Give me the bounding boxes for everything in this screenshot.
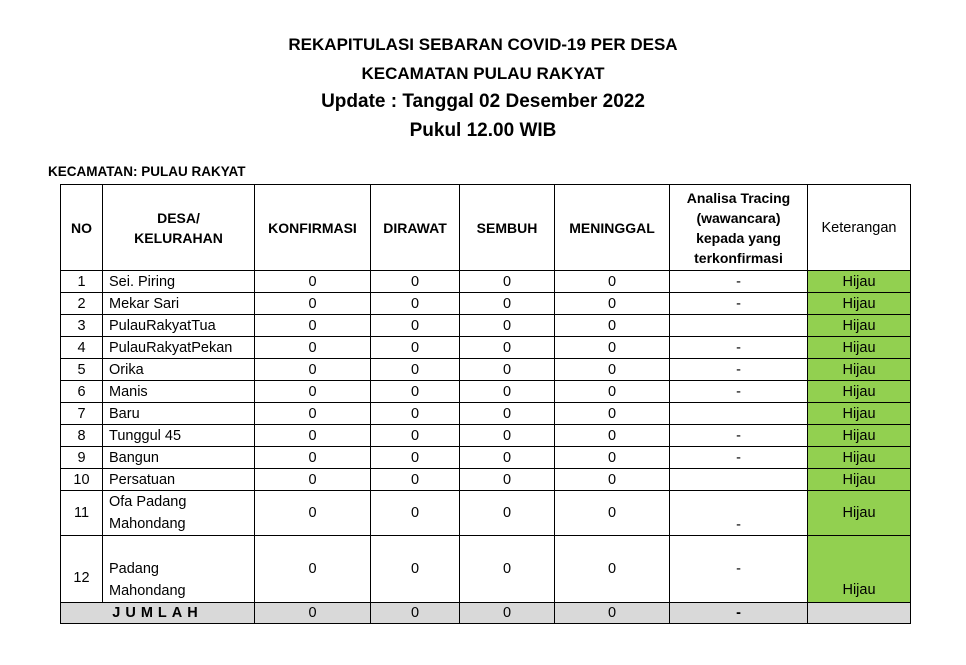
cell-no: 10 — [61, 469, 103, 491]
total-tracing: - — [670, 603, 808, 624]
cell-konfirmasi: 0 — [255, 293, 371, 315]
cell-no: 3 — [61, 315, 103, 337]
table-row — [61, 293, 911, 315]
cell-tracing: - — [670, 447, 808, 469]
cell-sembuh: 0 — [460, 315, 555, 337]
cell-keterangan: Hijau — [808, 293, 911, 315]
cell-keterangan: Hijau — [808, 403, 911, 425]
cell-sembuh: 0 — [460, 536, 555, 603]
cell-desa — [103, 491, 255, 536]
cell-meninggal: 0 — [555, 425, 670, 447]
cell-no: 12 — [61, 536, 103, 603]
cell-meninggal: 0 — [555, 381, 670, 403]
cell-sembuh: 0 — [460, 491, 555, 536]
col-desa-line2: KELURAHAN — [134, 229, 223, 246]
cell-meninggal: 0 — [555, 359, 670, 381]
cell-tracing: - — [670, 337, 808, 359]
cell-meninggal: 0 — [555, 403, 670, 425]
cell-desa: PulauRakyatTua — [103, 315, 255, 337]
table-header-row — [61, 185, 911, 271]
table-row — [61, 271, 911, 293]
col-desa — [103, 185, 255, 271]
cell-desa — [103, 536, 255, 603]
col-desa-line1: DESA/ — [157, 209, 200, 226]
col-keterangan: Keterangan — [808, 185, 911, 271]
cell-sembuh: 0 — [460, 359, 555, 381]
cell-desa: Sei. Piring — [103, 271, 255, 293]
cell-tracing: - — [670, 491, 808, 536]
cell-meninggal: 0 — [555, 447, 670, 469]
col-tracing — [670, 185, 808, 271]
cell-desa: Manis — [103, 381, 255, 403]
cell-dirawat: 0 — [371, 271, 460, 293]
cell-tracing — [670, 315, 808, 337]
cell-konfirmasi: 0 — [255, 359, 371, 381]
cell-desa-line1: Padang — [109, 561, 159, 577]
cell-sembuh: 0 — [460, 403, 555, 425]
total-label: JUMLAH — [61, 603, 255, 624]
cell-dirawat: 0 — [371, 337, 460, 359]
cell-dirawat: 0 — [371, 491, 460, 536]
cell-tracing — [670, 403, 808, 425]
cell-sembuh: 0 — [460, 447, 555, 469]
col-dirawat: DIRAWAT — [371, 185, 460, 271]
title-line-1: REKAPITULASI SEBARAN COVID-19 PER DESA — [288, 35, 678, 54]
total-dirawat: 0 — [371, 603, 460, 624]
cell-keterangan: Hijau — [808, 271, 911, 293]
total-row — [61, 603, 911, 624]
cell-sembuh: 0 — [460, 425, 555, 447]
cell-tracing: - — [670, 293, 808, 315]
cell-no: 7 — [61, 403, 103, 425]
cell-sembuh: 0 — [460, 271, 555, 293]
cell-tracing — [670, 469, 808, 491]
cell-sembuh: 0 — [460, 293, 555, 315]
cell-keterangan: Hijau — [808, 337, 911, 359]
cell-meninggal: 0 — [555, 491, 670, 536]
cell-no: 1 — [61, 271, 103, 293]
cell-no: 4 — [61, 337, 103, 359]
cell-dirawat: 0 — [371, 293, 460, 315]
col-meninggal: MENINGGAL — [555, 185, 670, 271]
col-konfirmasi: KONFIRMASI — [255, 185, 371, 271]
table-row — [61, 447, 911, 469]
table-row — [61, 315, 911, 337]
title-line-3: Update : Tanggal 02 Desember 2022 — [321, 91, 645, 112]
cell-keterangan: Hijau — [808, 359, 911, 381]
cell-desa: Tunggul 45 — [103, 425, 255, 447]
cell-desa-line2: Mahondang — [109, 516, 186, 532]
covid-recap-table — [60, 184, 911, 624]
report-title — [0, 30, 966, 146]
cell-tracing: - — [670, 381, 808, 403]
cell-desa: Bangun — [103, 447, 255, 469]
total-keterangan — [808, 603, 911, 624]
cell-meninggal: 0 — [555, 536, 670, 603]
cell-no: 6 — [61, 381, 103, 403]
col-tracing-line2: (wawancara) — [696, 209, 781, 226]
cell-konfirmasi: 0 — [255, 425, 371, 447]
cell-dirawat: 0 — [371, 447, 460, 469]
cell-no: 2 — [61, 293, 103, 315]
cell-dirawat: 0 — [371, 469, 460, 491]
cell-tracing: - — [670, 359, 808, 381]
cell-sembuh: 0 — [460, 337, 555, 359]
col-tracing-line1: Analisa Tracing — [686, 189, 791, 206]
cell-konfirmasi: 0 — [255, 271, 371, 293]
table-row — [61, 381, 911, 403]
table-row — [61, 536, 911, 603]
total-sembuh: 0 — [460, 603, 555, 624]
cell-keterangan: Hijau — [808, 447, 911, 469]
table-row — [61, 403, 911, 425]
cell-konfirmasi: 0 — [255, 381, 371, 403]
table-row — [61, 491, 911, 536]
cell-meninggal: 0 — [555, 469, 670, 491]
table-row — [61, 337, 911, 359]
cell-dirawat: 0 — [371, 315, 460, 337]
cell-desa-line1: Ofa Padang — [109, 494, 187, 510]
cell-desa: PulauRakyatPekan — [103, 337, 255, 359]
table-row — [61, 469, 911, 491]
col-tracing-line4: terkonfirmasi — [694, 249, 783, 266]
cell-desa: Mekar Sari — [103, 293, 255, 315]
cell-dirawat: 0 — [371, 359, 460, 381]
cell-meninggal: 0 — [555, 293, 670, 315]
col-sembuh: SEMBUH — [460, 185, 555, 271]
cell-meninggal: 0 — [555, 337, 670, 359]
title-line-2: KECAMATAN PULAU RAKYAT — [361, 64, 605, 83]
cell-konfirmasi: 0 — [255, 337, 371, 359]
cell-dirawat: 0 — [371, 425, 460, 447]
cell-tracing: - — [670, 425, 808, 447]
cell-konfirmasi: 0 — [255, 403, 371, 425]
cell-dirawat: 0 — [371, 403, 460, 425]
cell-konfirmasi: 0 — [255, 536, 371, 603]
cell-dirawat: 0 — [371, 381, 460, 403]
cell-tracing: - — [670, 536, 808, 603]
cell-meninggal: 0 — [555, 271, 670, 293]
cell-no: 11 — [61, 491, 103, 536]
col-tracing-line3: kepada yang — [696, 229, 781, 246]
col-no: NO — [61, 185, 103, 271]
table-row — [61, 425, 911, 447]
cell-sembuh: 0 — [460, 469, 555, 491]
cell-konfirmasi: 0 — [255, 469, 371, 491]
table-row — [61, 359, 911, 381]
cell-desa-line2: Mahondang — [109, 583, 186, 599]
cell-meninggal: 0 — [555, 315, 670, 337]
kecamatan-label: KECAMATAN: PULAU RAKYAT — [48, 164, 246, 179]
title-line-4: Pukul 12.00 WIB — [409, 120, 557, 141]
cell-keterangan: Hijau — [808, 381, 911, 403]
cell-keterangan: Hijau — [808, 315, 911, 337]
total-konfirmasi: 0 — [255, 603, 371, 624]
cell-sembuh: 0 — [460, 381, 555, 403]
cell-desa: Orika — [103, 359, 255, 381]
cell-dirawat: 0 — [371, 536, 460, 603]
cell-desa: Baru — [103, 403, 255, 425]
cell-no: 8 — [61, 425, 103, 447]
cell-no: 9 — [61, 447, 103, 469]
cell-keterangan: Hijau — [808, 491, 911, 536]
cell-desa: Persatuan — [103, 469, 255, 491]
cell-tracing: - — [670, 271, 808, 293]
total-meninggal: 0 — [555, 603, 670, 624]
cell-keterangan: Hijau — [808, 536, 911, 603]
cell-konfirmasi: 0 — [255, 447, 371, 469]
cell-keterangan: Hijau — [808, 425, 911, 447]
cell-no: 5 — [61, 359, 103, 381]
cell-keterangan: Hijau — [808, 469, 911, 491]
cell-konfirmasi: 0 — [255, 491, 371, 536]
cell-konfirmasi: 0 — [255, 315, 371, 337]
